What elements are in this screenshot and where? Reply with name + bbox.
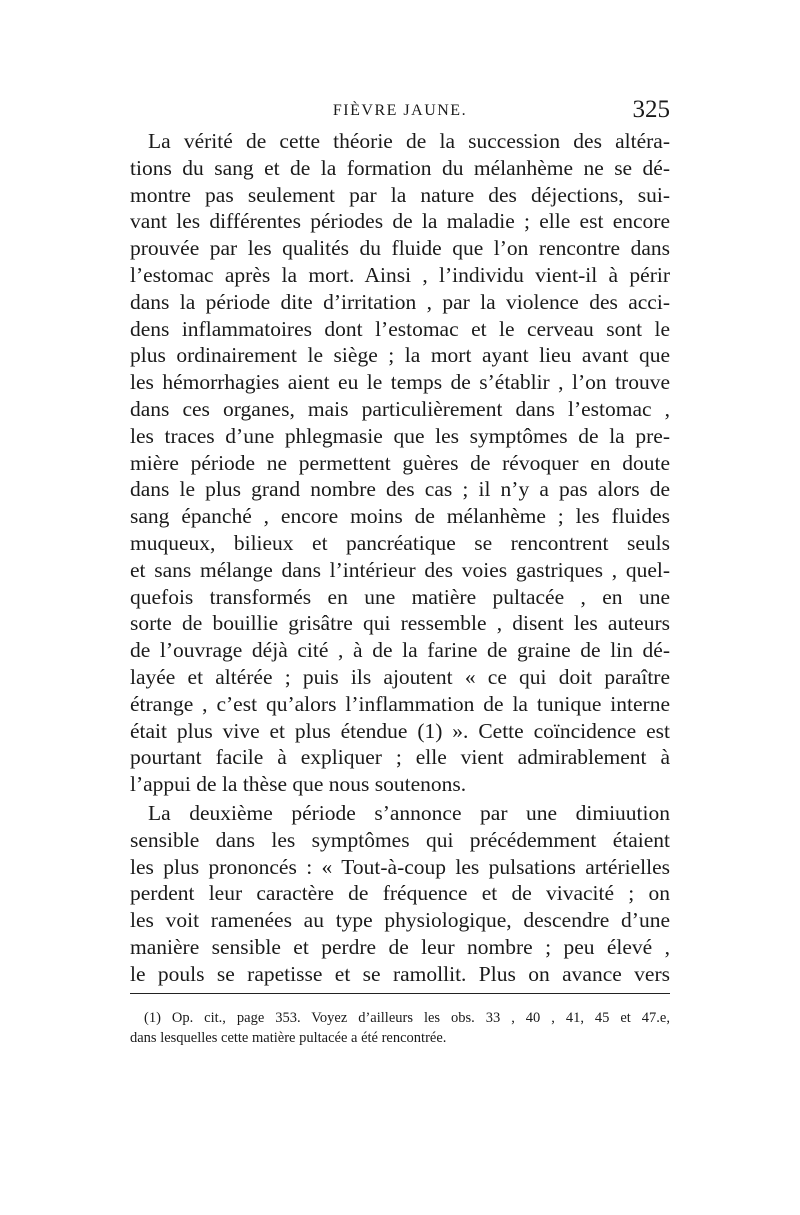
text-line: dens inflammatoires dont l’estomac et le cerveau sont le xyxy=(130,316,670,341)
text-line: layée et altérée ; puis ils ajoutent « ce qui doit paraître xyxy=(130,664,670,689)
text-line: sang épanché , encore moins de mélanhème ; les fluides xyxy=(130,504,670,529)
footnote-line: (1) Op. cit., page 353. Voyez d’ailleurs les obs. 33 , 40 , 41, 45 et 47.e, xyxy=(144,1010,670,1026)
text-line: de l’ouvrage déjà cité , à de la farine de graine de lin dé- xyxy=(130,638,670,663)
text-line: l’appui de la thèse que nous soutenons. xyxy=(130,772,467,797)
text-line: muqueux, bilieux et pancréatique se rencontrent seuls xyxy=(130,530,670,555)
footnotes xyxy=(130,1008,670,1048)
text-line: mière période ne permettent guères de révoquer en doute xyxy=(130,450,670,475)
text-line: sorte de bouillie grisâtre qui ressemble , disent les auteurs xyxy=(130,611,670,636)
text-line: sensible dans les symptômes qui précédemment étaient xyxy=(130,827,670,852)
footnote-line: dans lesquelles cette matière pultacée a été rencontrée. xyxy=(130,1030,447,1046)
text-line: vant les différentes périodes de la maladie ; elle est encore xyxy=(130,209,670,234)
text-line: perdent leur caractère de fréquence et de vivacité ; on xyxy=(130,881,670,906)
text-line: dans ces organes, mais particulièrement dans l’estomac , xyxy=(130,396,670,421)
text-line: pourtant facile à expliquer ; elle vient admirablement à xyxy=(130,745,670,770)
text-line: les plus prononcés : « Tout-à-coup les pulsations artérielles xyxy=(130,854,670,879)
page-number: 325 xyxy=(632,96,670,123)
text-line: manière sensible et perdre de leur nombre ; peu élevé , xyxy=(130,934,670,959)
text-line: tions du sang et de la formation du mélanhème ne se dé- xyxy=(130,155,670,180)
text-line: dans la période dite d’irritation , par la violence des acci- xyxy=(130,289,670,314)
text-line: quefois transformés en une matière pultacée , en une xyxy=(130,584,670,609)
text-line: le pouls se rapetisse et se ramollit. Plus on avance vers xyxy=(130,961,670,986)
running-header xyxy=(130,96,670,130)
running-title: FIÈVRE JAUNE. xyxy=(332,102,468,119)
text-line: les hémorrhagies aient eu le temps de s’établir , l’on trouve xyxy=(130,370,670,395)
text-line: était plus vive et plus étendue (1) ». Cette coïncidence est xyxy=(130,718,670,743)
text-line: étrange , c’est qu’alors l’inflammation de la tunique interne xyxy=(130,691,670,716)
text-line: montre pas seulement par la nature des déjections, sui- xyxy=(130,182,670,207)
text-line: plus ordinairement le siège ; la mort ayant lieu avant que xyxy=(130,343,670,368)
text-line: les voit ramenées au type physiologique, descendre d’une xyxy=(130,908,670,933)
footnote-divider xyxy=(130,993,670,994)
body-text xyxy=(130,128,670,988)
text-line: prouvée par les qualités du fluide que l’on rencontre dans xyxy=(130,236,670,261)
text-line: La deuxième période s’annonce par une dimiuution xyxy=(148,800,670,825)
text-line: l’estomac après la mort. Ainsi , l’individu vient-il à périr xyxy=(130,262,670,287)
text-line: et sans mélange dans l’intérieur des voies gastriques , quel- xyxy=(130,557,670,582)
text-line: les traces d’une phlegmasie que les symptômes de la pre- xyxy=(130,423,670,448)
text-line: La vérité de cette théorie de la succession des altéra- xyxy=(148,129,670,153)
text-line: dans le plus grand nombre des cas ; il n’y a pas alors de xyxy=(130,477,670,502)
